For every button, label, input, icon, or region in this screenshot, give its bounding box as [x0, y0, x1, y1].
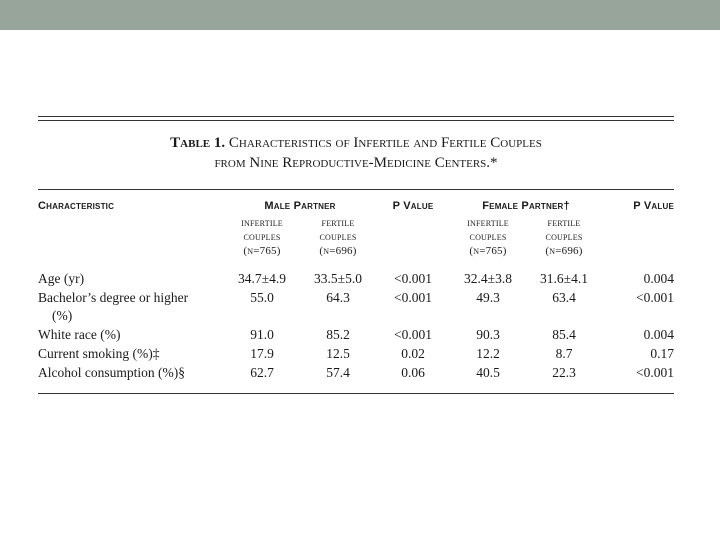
subheader-female-fertile	[526, 216, 602, 270]
cell-female-infertile: 40.5	[476, 365, 500, 380]
header-male-partner: Male Partner	[264, 200, 336, 212]
subheader-text: (n=696)	[545, 245, 583, 257]
subheader-empty	[38, 216, 224, 270]
subheader-text: infertile	[241, 217, 283, 229]
cell-male-infertile: 62.7	[250, 365, 274, 380]
cell-male-fertile: 64.3	[326, 290, 350, 305]
header-female-partner: Female Partner†	[482, 200, 570, 212]
subheader-female-infertile	[450, 216, 526, 270]
header-p-value-male: P Value	[392, 200, 434, 212]
cell-p-male: <0.001	[394, 327, 433, 342]
table-row	[38, 270, 674, 289]
bottom-rule	[38, 393, 674, 394]
subheader-text: fertile	[321, 217, 355, 229]
subheader-male-infertile	[224, 216, 300, 270]
cell-female-fertile: 8.7	[555, 346, 573, 361]
table-title-text-1: Characteristics of Infertile and Fertile Couples	[228, 135, 542, 151]
characteristics-table	[38, 190, 674, 383]
subheader-empty	[602, 216, 674, 270]
subheader-male-fertile	[300, 216, 376, 270]
row-label-line-2: (%)	[52, 308, 73, 323]
cell-male-infertile: 34.7±4.9	[238, 271, 286, 286]
cell-p-female: <0.001	[636, 290, 675, 305]
cell-p-male: 0.06	[401, 365, 425, 380]
subheader-text: (n=765)	[243, 245, 281, 257]
subheader-text: infertile	[467, 217, 509, 229]
header-p-value-female: P Value	[633, 200, 675, 212]
subheader-text: couples	[545, 231, 583, 243]
row-label: Alcohol consumption (%)§	[38, 365, 185, 380]
cell-female-infertile: 32.4±3.8	[464, 271, 512, 286]
cell-female-fertile: 31.6±4.1	[540, 271, 588, 286]
cell-female-infertile: 49.3	[476, 290, 500, 305]
cell-p-female: 0.004	[643, 327, 675, 342]
table-row	[38, 364, 674, 383]
cell-male-fertile: 85.2	[326, 327, 350, 342]
header-row	[38, 190, 674, 216]
subheader-text: couples	[469, 231, 507, 243]
subheader-row	[38, 216, 674, 270]
cell-female-fertile: 63.4	[552, 290, 576, 305]
subheader-empty	[376, 216, 450, 270]
cell-male-infertile: 17.9	[250, 346, 274, 361]
cell-male-fertile: 33.5±5.0	[314, 271, 362, 286]
cell-p-male: <0.001	[394, 290, 433, 305]
subheader-text: couples	[243, 231, 281, 243]
cell-female-infertile: 12.2	[476, 346, 500, 361]
table-row	[38, 326, 674, 345]
header-characteristic: Characteristic	[38, 200, 115, 212]
cell-female-fertile: 22.3	[552, 365, 576, 380]
row-label: Age (yr)	[38, 271, 85, 286]
cell-p-female: 0.17	[650, 346, 675, 361]
cell-p-female: <0.001	[636, 365, 675, 380]
table-container	[38, 116, 674, 394]
slide-header-bar	[0, 0, 720, 30]
row-label	[38, 289, 224, 326]
top-double-rule	[38, 116, 674, 121]
table-title-line-1	[38, 133, 674, 153]
cell-p-female: 0.004	[643, 271, 675, 286]
cell-female-fertile: 85.4	[552, 327, 576, 342]
table-title	[38, 133, 674, 173]
cell-p-male: <0.001	[394, 271, 433, 286]
table-row	[38, 345, 674, 364]
row-label: White race (%)	[38, 327, 121, 342]
subheader-text: (n=696)	[319, 245, 357, 257]
row-label: Current smoking (%)‡	[38, 346, 160, 361]
cell-male-fertile: 57.4	[326, 365, 350, 380]
row-label-line-1: Bachelor’s degree or higher	[38, 290, 189, 305]
table-title-line-2: from Nine Reproductive-Medicine Centers.*	[214, 155, 498, 171]
cell-male-fertile: 12.5	[326, 346, 350, 361]
subheader-text: fertile	[547, 217, 581, 229]
cell-female-infertile: 90.3	[476, 327, 500, 342]
subheader-text: (n=765)	[469, 245, 507, 257]
table-title-label: Table 1.	[170, 135, 226, 151]
cell-male-infertile: 91.0	[250, 327, 274, 342]
cell-male-infertile: 55.0	[250, 290, 274, 305]
cell-p-male: 0.02	[401, 346, 425, 361]
subheader-text: couples	[319, 231, 357, 243]
table-row	[38, 289, 674, 326]
